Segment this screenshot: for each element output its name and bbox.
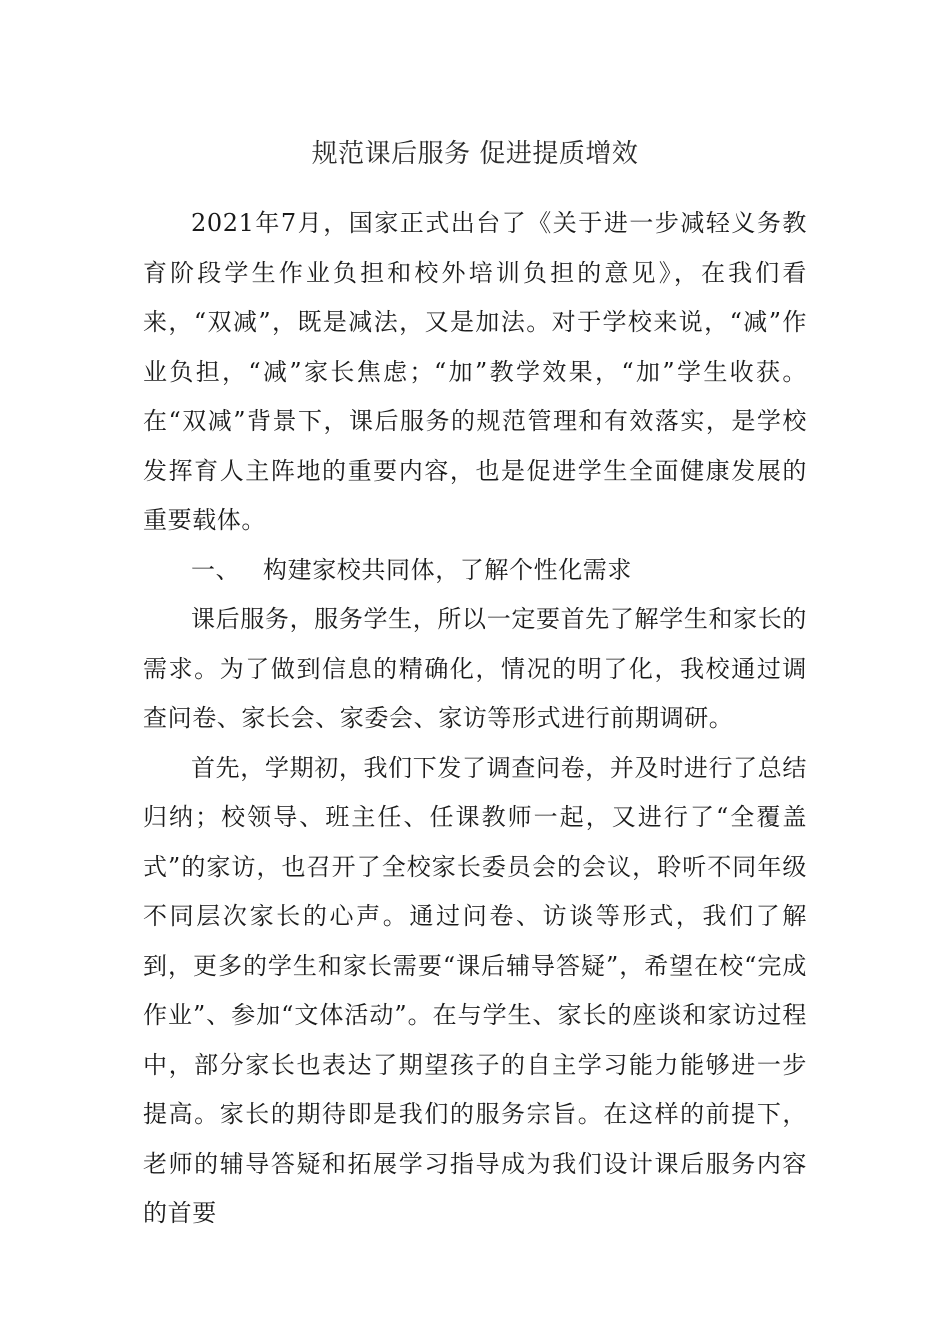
section-paragraph: 首先，学期初，我们下发了调查问卷，并及时进行了总结归纳；校领导、班主任、任课教师一起，又进行了“全覆盖式”的家访，也召开了全校家长委员会的会议，聆听不同年级不同层次家长的心声。通过问卷、访谈等形式，我们了解到，更多的学生和家长需要“课后辅导答疑”，希望在校“完成作业”、参加“文体活动”。在与学生、家长的座谈和家访过程中，部分家长也表达了期望孩子的自主学习能力能够进一步提高。家长的期待即是我们的服务宗旨。在这样的前提下，老师的辅导答疑和拓展学习指导成为我们设计课后服务内容的首要 [143, 753, 807, 1227]
section-paragraph: 课后服务，服务学生，所以一定要首先了解学生和家长的需求。为了做到信息的精确化，情况的明了化，我校通过调查问卷、家长会、家委会、家访等形式进行前期调研。 [143, 605, 807, 732]
document-title: 规范课后服务 促进提质增效 [311, 139, 639, 169]
document-body [143, 199, 807, 1239]
section-number: 一、 [191, 555, 241, 584]
intro-paragraph: 2021年7月，国家正式出台了《关于进一步减轻义务教育阶段学生作业负担和校外培训负担的意见》，在我们看来，“双减”，既是减法，又是加法。对于学校来说，“减”作业负担，“减”家长焦虑；“加”教学效果，“加”学生收获。在“双减”背景下，课后服务的规范管理和有效落实，是学校发挥育人主阵地的重要内容，也是促进学生全面健康发展的重要载体。 [143, 209, 807, 534]
section-heading [143, 546, 807, 596]
section-heading-text: 构建家校共同体，了解个性化需求 [263, 555, 632, 584]
